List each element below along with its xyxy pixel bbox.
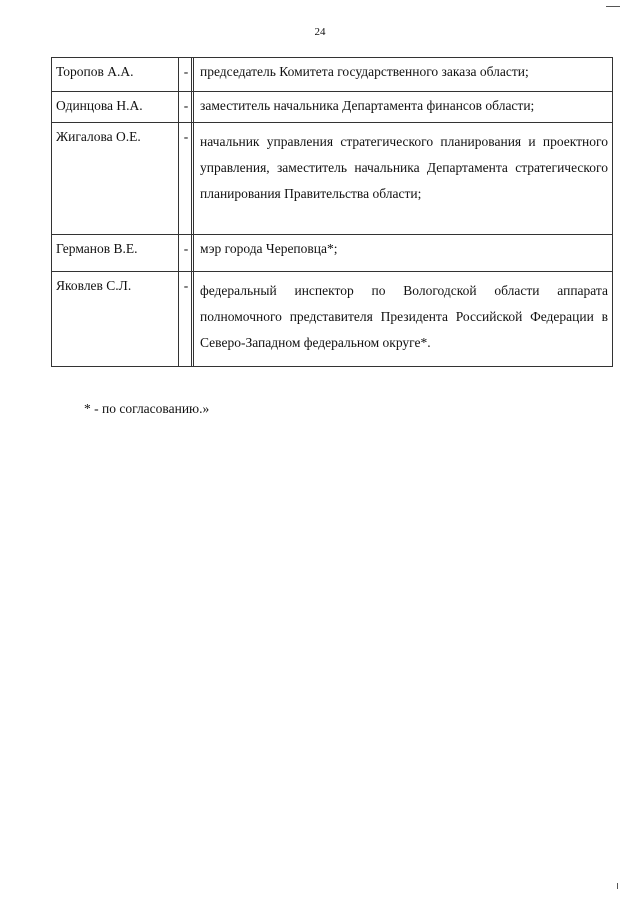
- member-name: Одинцова Н.А.: [52, 92, 179, 123]
- dash-separator: -: [179, 92, 194, 123]
- member-role: федеральный инспектор по Вологодской области аппарата полномочного представителя Президента Российской Федерации в Северо-Западном федеральном округе*.: [194, 272, 613, 367]
- member-name: Яковлев С.Л.: [52, 272, 179, 367]
- table-row: [52, 123, 613, 235]
- member-name: Жигалова О.Е.: [52, 123, 179, 235]
- member-name: Торопов А.А.: [52, 58, 179, 92]
- member-role: заместитель начальника Департамента финансов области;: [194, 92, 613, 123]
- page-number: 24: [314, 26, 326, 38]
- scan-edge-mark: [617, 883, 618, 889]
- dash-separator: -: [179, 272, 194, 367]
- dash-separator: -: [179, 123, 194, 235]
- member-name: Германов В.Е.: [52, 235, 179, 272]
- dash-separator: -: [179, 58, 194, 92]
- scan-edge-mark: [606, 6, 620, 7]
- member-role: мэр города Череповца*;: [194, 235, 613, 272]
- table-row: [52, 58, 613, 92]
- footnote: * - по согласованию.»: [84, 401, 210, 416]
- table-row: [52, 272, 613, 367]
- members-table: [51, 57, 613, 367]
- member-role: начальник управления стратегического планирования и проектного управления, заместитель начальника Департамента стратегического планирования Правительства области;: [194, 123, 613, 235]
- table-row: [52, 92, 613, 123]
- member-role: председатель Комитета государственного заказа области;: [194, 58, 613, 92]
- table-row: [52, 235, 613, 272]
- dash-separator: -: [179, 235, 194, 272]
